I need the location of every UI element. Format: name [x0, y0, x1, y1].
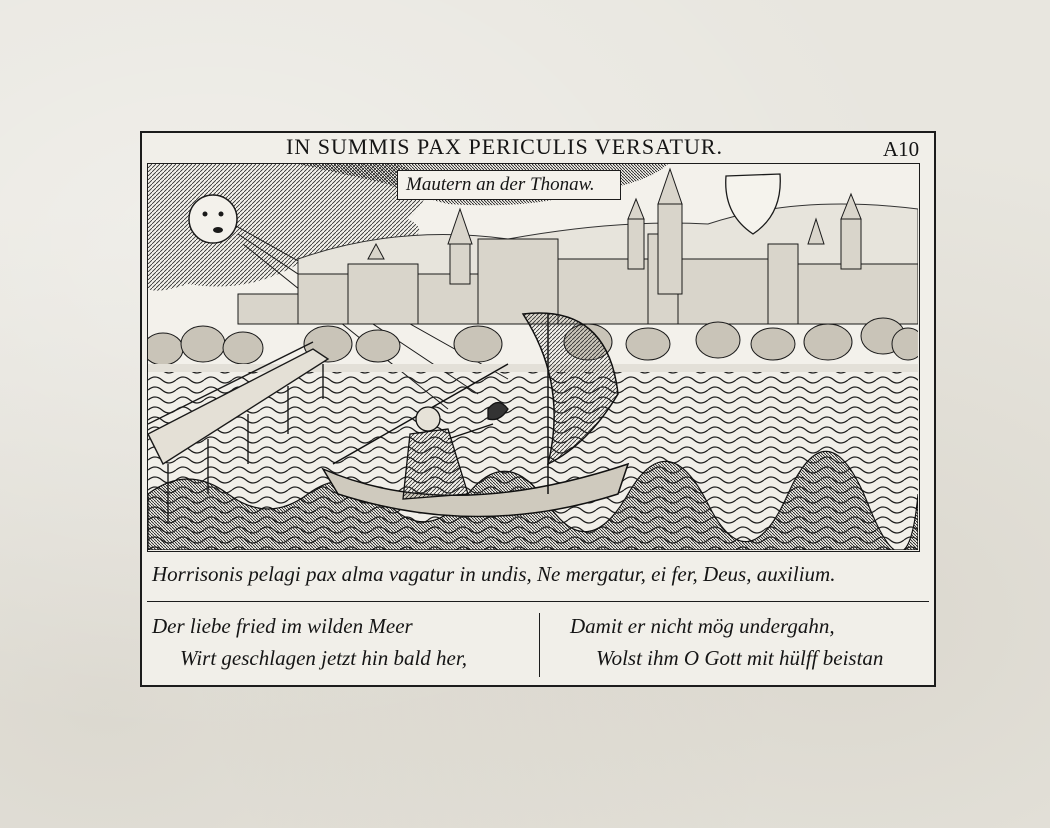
latin-caption: Horrisonis pelagi pax alma vagatur in undis, Ne mergatur, ei fer, Deus, auxilium.	[152, 562, 836, 586]
german-verse-right-line-1: Damit er nicht mög undergahn,	[570, 614, 835, 638]
german-verse-left-line-2: Wirt geschlagen jetzt hin bald her,	[180, 646, 467, 670]
motto-heading: IN SUMMIS PAX PERICULIS VERSATUR.	[286, 134, 724, 159]
engraving-title-cartouche: Mautern an der Thonaw.	[397, 170, 621, 200]
verse-divider	[539, 613, 540, 677]
wind-face	[189, 195, 237, 243]
german-verse-left-line-1: Der liebe fried im wilden Meer	[152, 614, 413, 638]
engraving-illustration	[147, 163, 920, 552]
german-verse-right-line-2: Wolst ihm O Gott mit hülff beistan	[596, 646, 884, 670]
plate-number: A10	[883, 137, 920, 161]
verse-rule	[147, 601, 929, 602]
